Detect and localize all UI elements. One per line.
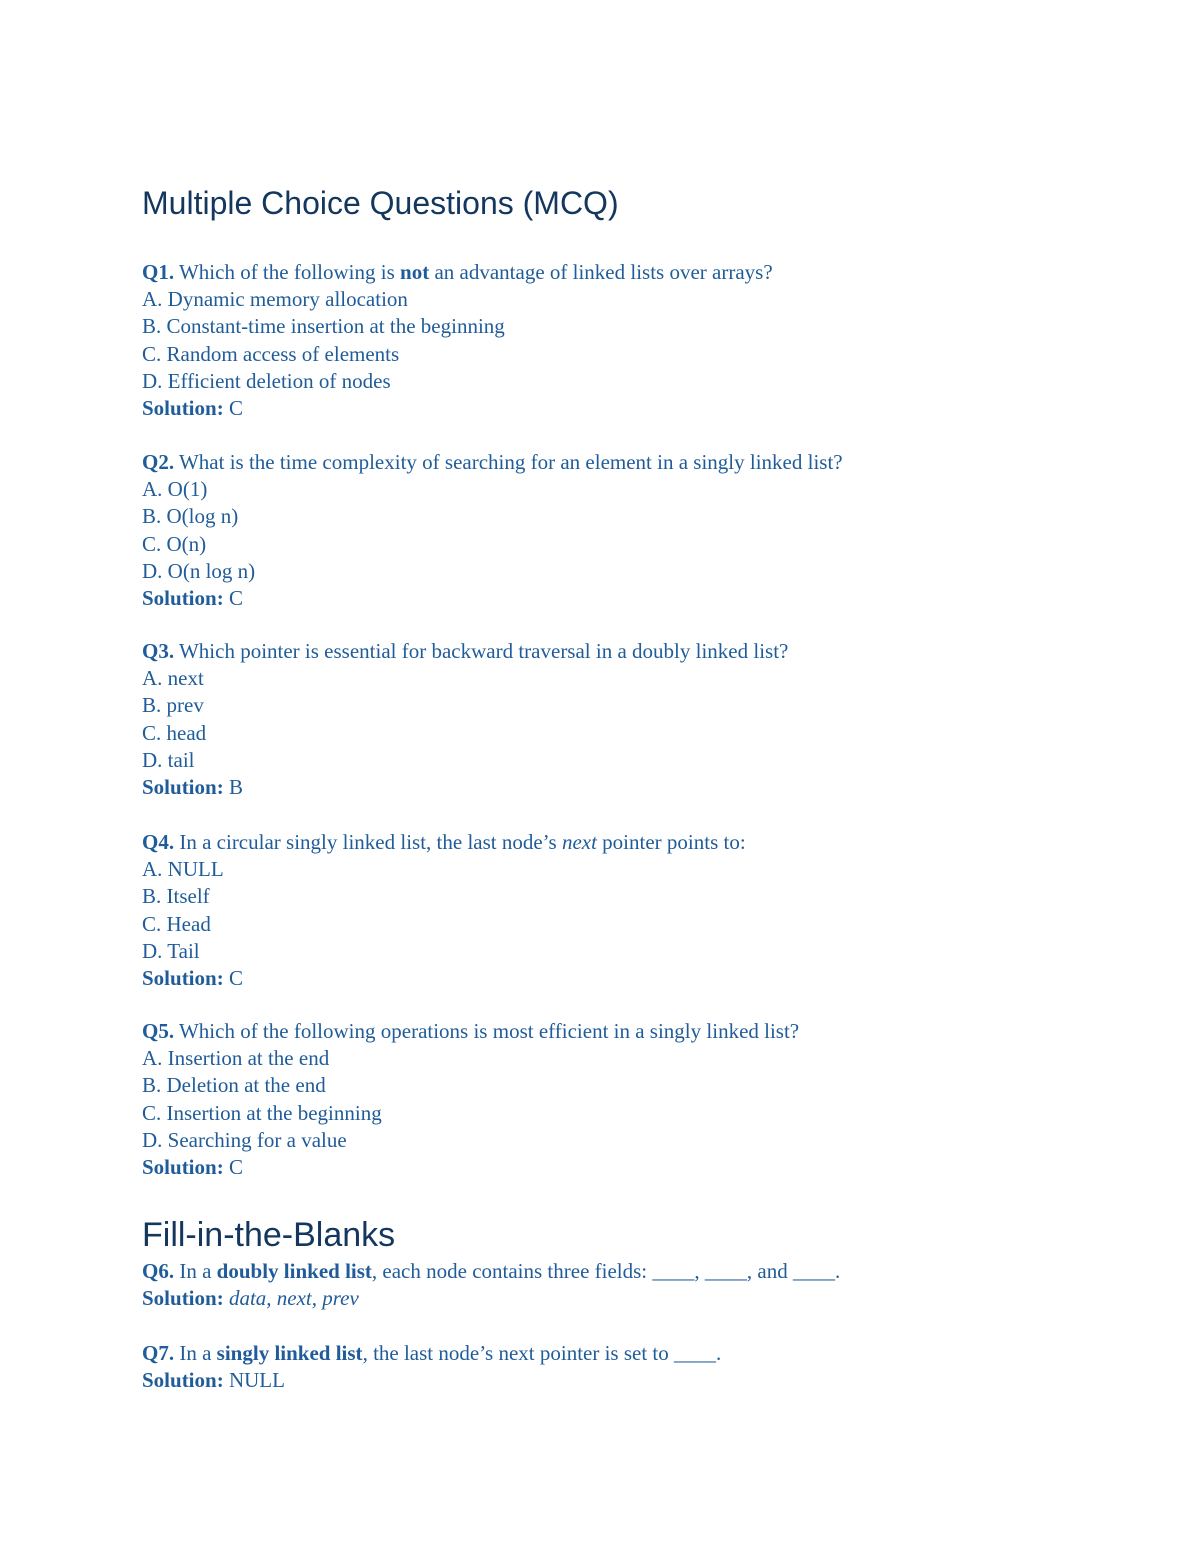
question-label: Q7.	[142, 1341, 175, 1365]
option-d: D. Searching for a value	[142, 1127, 347, 1152]
solution-line	[142, 774, 788, 801]
solution-label: Solution:	[142, 1368, 224, 1393]
question-line	[142, 1258, 840, 1285]
question-label: Q5.	[142, 1019, 175, 1043]
question-label: Q4.	[142, 830, 175, 854]
question-block-q7	[142, 1340, 721, 1394]
solution-value: C	[223, 395, 243, 420]
question-text: pointer points to:	[596, 830, 746, 854]
question-emphasis: doubly linked list	[216, 1259, 372, 1283]
solution-label: Solution:	[142, 395, 224, 420]
question-text: , the last node’s next pointer is set to ____.	[362, 1341, 722, 1365]
question-italic: next	[561, 830, 597, 854]
question-text: Which pointer is essential for backward traversal in a doubly linked list?	[174, 639, 789, 663]
solution-line	[142, 585, 843, 612]
question-block-q4	[142, 829, 746, 992]
solution-label: Solution:	[142, 965, 224, 990]
question-text: , each node contains three fields: ____, ____, and ____.	[371, 1259, 841, 1283]
question-line	[142, 1340, 721, 1367]
option-b: B. Constant-time insertion at the beginning	[142, 314, 505, 339]
solution-value: data, next, prev	[228, 1286, 359, 1311]
option-d: D. tail	[142, 747, 195, 772]
question-block-q5	[142, 1018, 799, 1181]
solution-label: Solution:	[142, 1154, 224, 1179]
question-text: Which of the following operations is most efficient in a singly linked list?	[174, 1019, 800, 1043]
question-label: Q2.	[142, 450, 175, 474]
question-line	[142, 449, 843, 476]
option-b: B. Itself	[142, 884, 210, 909]
option-a: A. next	[142, 666, 204, 691]
solution-line	[142, 1367, 721, 1394]
option-a: A. Insertion at the end	[142, 1046, 330, 1071]
option-c: C. head	[142, 720, 207, 745]
option-a: A. Dynamic memory allocation	[142, 287, 408, 312]
question-text: In a	[174, 1259, 217, 1283]
solution-label: Solution:	[142, 585, 224, 610]
option-b: B. prev	[142, 693, 204, 718]
question-text: an advantage of linked lists over arrays?	[429, 260, 773, 284]
question-block-q6	[142, 1258, 840, 1312]
solution-value: B	[223, 774, 243, 799]
question-block-q3	[142, 638, 788, 801]
question-label: Q1.	[142, 260, 175, 284]
question-text: What is the time complexity of searching for an element in a singly linked list?	[174, 450, 843, 474]
option-c: C. Random access of elements	[142, 341, 400, 366]
solution-line	[142, 395, 773, 422]
option-d: D. O(n log n)	[142, 558, 256, 583]
question-label: Q6.	[142, 1259, 175, 1283]
solution-value: C	[223, 585, 243, 610]
solution-line	[142, 1154, 799, 1181]
option-d: D. Tail	[142, 938, 200, 963]
solution-label: Solution:	[142, 774, 224, 799]
question-line	[142, 1018, 799, 1045]
option-c: C. Insertion at the beginning	[142, 1100, 382, 1125]
solution-line	[142, 1285, 840, 1312]
question-text: In a circular singly linked list, the last node’s	[174, 830, 562, 854]
question-emphasis: not	[400, 260, 430, 284]
question-line	[142, 638, 788, 665]
question-label: Q3.	[142, 639, 175, 663]
option-c: C. O(n)	[142, 531, 207, 556]
question-line	[142, 259, 773, 286]
question-line	[142, 829, 746, 856]
solution-value: C	[223, 965, 243, 990]
solution-line	[142, 965, 746, 992]
option-a: A. O(1)	[142, 477, 208, 502]
option-a: A. NULL	[142, 857, 224, 882]
question-block-q1	[142, 259, 773, 422]
option-b: B. Deletion at the end	[142, 1073, 326, 1098]
option-d: D. Efficient deletion of nodes	[142, 368, 391, 393]
solution-label: Solution:	[142, 1286, 224, 1311]
option-c: C. Head	[142, 911, 211, 936]
option-b: B. O(log n)	[142, 504, 239, 529]
question-emphasis: singly linked list	[216, 1341, 363, 1365]
mcq-heading: Multiple Choice Questions (MCQ)	[142, 185, 619, 221]
question-block-q2	[142, 449, 843, 612]
fill-in-blanks-heading: Fill-in-the-Blanks	[142, 1216, 396, 1254]
question-text: In a	[174, 1341, 217, 1365]
question-text: Which of the following is	[174, 260, 401, 284]
solution-value: C	[223, 1154, 243, 1179]
solution-value: NULL	[223, 1368, 285, 1393]
